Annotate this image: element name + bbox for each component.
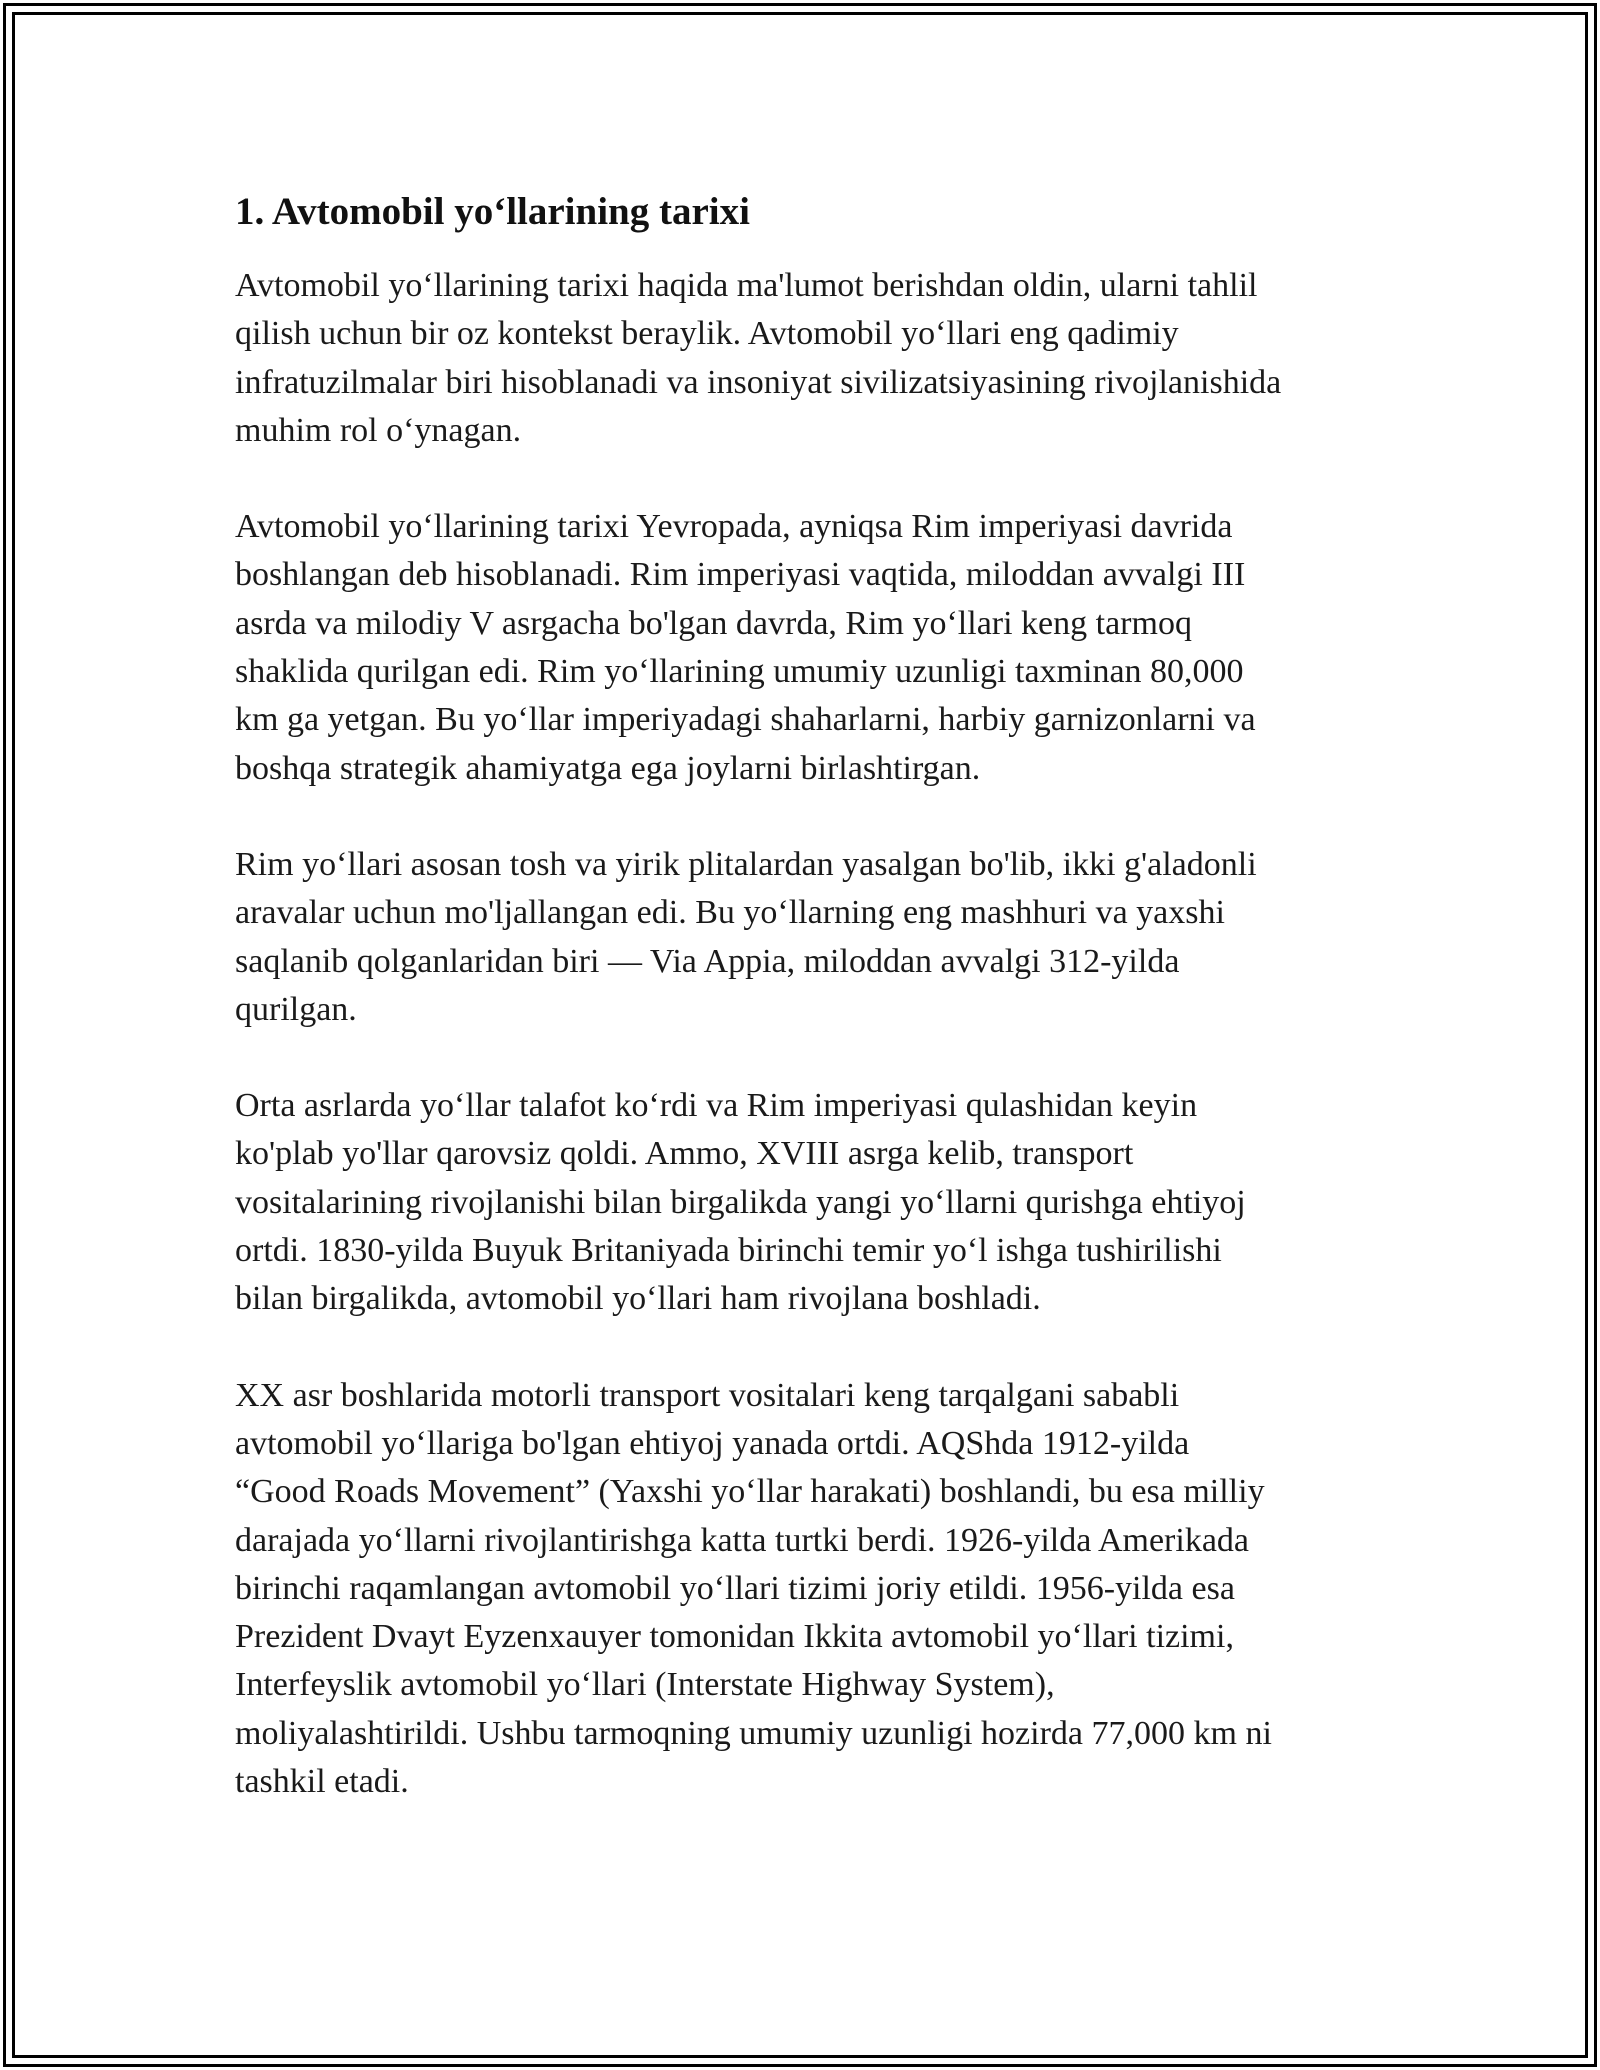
paragraph-3: Rim yo‘llari asosan tosh va yirik plitalardan yasalgan bo'lib, ikki g'aladonli aravalar uchun mo'ljallangan edi. Bu yo‘llarning eng mashhuri va yaxshi saqlanib qolganlaridan biri — Via Appia, miloddan avvalgi 312-yilda qurilgan. xyxy=(235,845,1257,1028)
paragraph-1: Avtomobil yo‘llarining tarixi haqida ma'lumot berishdan oldin, ularni tahlil qilish uchun bir oz kontekst beraylik. Avtomobil yo‘llari eng qadimiy infratuzilmalar biri hisoblanadi va insoniyat sivilizatsiyasining rivojlanishida muhim rol o‘ynagan. xyxy=(235,267,1282,449)
paragraph-5: XX asr boshlarida motorli transport vositalari keng tarqalgani sababli avtomobil yo‘llariga bo'lgan ehtiyoj yanada ortdi. AQShda 1912-yilda “Good Roads Movement” (Yaxshi yo‘llar harakati) boshlandi, bu esa milliy darajada yo‘llarni rivojlantirishga katta turtki berdi. 1926-yilda Amerikada birinchi raqamlangan avtomobil yo‘llari tizimi joriy etildi. 1956-yilda esa Prezident Dvayt Eyzenxauyer tomonidan Ikkita avtomobil yo‘llari tizimi, Interfeyslik avtomobil yo‘llari (Interstate Highway System), moliyalashtirildi. Ushbu tarmoqning umumiy uzunligi hozirda 77,000 km ni tashkil etadi. xyxy=(235,1376,1272,1801)
paragraph-2: Avtomobil yo‘llarining tarixi Yevropada, ayniqsa Rim imperiyasi davrida boshlangan deb hisoblanadi. Rim imperiyasi vaqtida, miloddan avvalgi III asrda va milodiy V asrgacha bo'lgan davrda, Rim yo‘llari keng tarmoq shaklida qurilgan edi. Rim yo‘llarining umumiy uzunligi taxminan 80,000 km ga yetgan. Bu yo‘llar imperiyadagi shaharlarni, harbiy garnizonlarni va boshqa strategik ahamiyatga ega joylarni birlashtirgan. xyxy=(235,508,1256,787)
document-body xyxy=(235,188,1370,1854)
paragraph-4: Orta asrlarda yo‘llar talafot ko‘rdi va Rim imperiyasi qulashidan keyin ko'plab yo'llar qarovsiz qoldi. Ammo, XVIII asrga kelib, transport vositalarining rivojlanishi bilan birgalikda yangi yo‘llarni qurishga ehtiyoj ortdi. 1830-yilda Buyuk Britaniyada birinchi temir yo‘l ishga tushirilishi bilan birgalikda, avtomobil yo‘llari ham rivojlana boshladi. xyxy=(235,1087,1246,1318)
section-heading: 1. Avtomobil yo‘llarining tarixi xyxy=(235,190,750,233)
